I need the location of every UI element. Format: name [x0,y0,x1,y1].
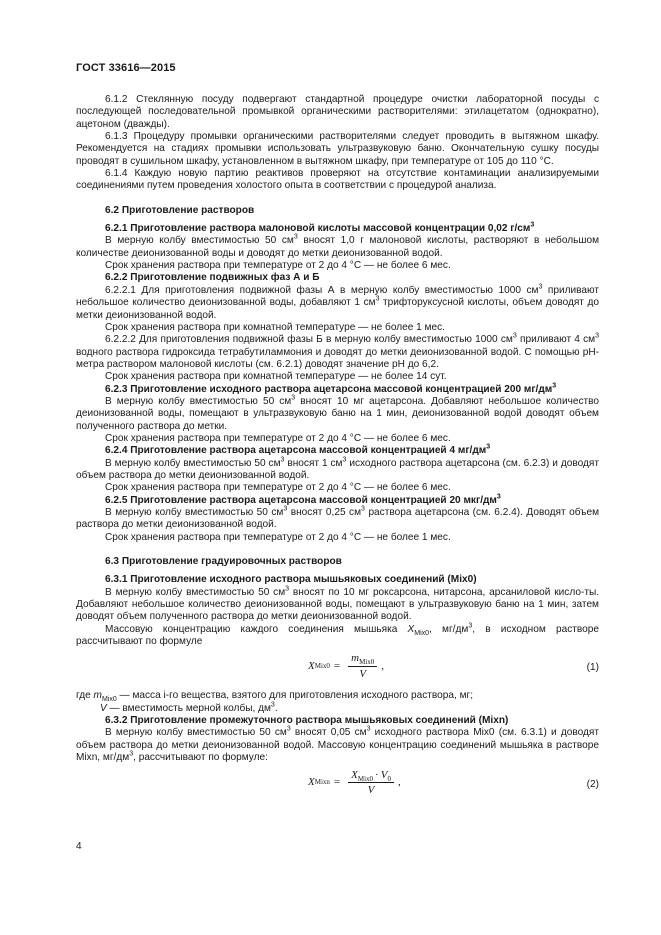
document-header: ГОСТ 33616—2015 [76,62,176,74]
paragraph-6-1-4: 6.1.4 Каждую новую партию реактивов проверяют на отсутствие контаминации анализируемыми соединениями путем проведения холостого опыта в соответствии с процедурой анализа. [76,168,599,192]
heading-6-2-1: 6.2.1 Приготовление раствора малоновой кислоты массовой концентрации 0,02 $г/см^3$ [105,221,535,235]
heading-6-2-4: 6.2.4 Приготовление раствора ацетарсона массовой концентрацией 4 $мг/дм^3$ [105,443,491,457]
formula-1-legend-m: где $m_{Mix0}$ — масса i-го вещества, взятого для приготовления исходного раствора, мг; [76,690,473,704]
heading-6-2-3: 6.2.3 Приготовление исходного раствора ацетарсона массовой концентрацией 200 $мг/дм^3$ [105,382,557,395]
storage-6-2-1: Срок хранения раствора при температуре от 2 до 4 °С — не более 6 мес. [105,260,451,272]
paragraph-6-2-1: В мерную колбу вместимостью 50 $см^3$ вносят 1,0 г малоновой кислоты, растворяют в небольшом количестве деионизованной воды и доводят до метки деионизованной водой. [76,234,600,259]
paragraph-6-3-2: В мерную колбу вместимостью 50 $см^3$ вносят 0,05 $см^3$ исходного раствора Mix0 (см. 6.3.1) и доводят объем раствора до метки деионизованной водой. Массовую концентрацию соединений мышьяка в растворе Mixn, $мг/дм^3$, рассчитывают по формуле: [76,726,599,764]
paragraph-6-2-2-2: 6.2.2.2 Для приготовления подвижной фазы Б в мерную колбу вместимостью 1000 $см^3$ приливают 4 $см^3$ водного раствора гидроксида тетрабутиламмония и доводят до метки деионизованной водой. С помощью рН-метра раствором малоновой кислоты (см. 6.2.1) доводят значение рН до 6,2. [76,332,600,370]
heading-6-2-2: 6.2.2 Приготовление подвижных фаз А и Б [105,272,320,284]
formula-1: X Mix0 = $\frac{m_{Mix0}}{V}$ , (1) [308,652,599,680]
section-heading-6-3: 6.3 Приготовление градуировочных растворов [105,556,342,568]
section-heading-6-2: 6.2 Приготовление растворов [105,204,255,216]
heading-6-3-2: 6.3.2 Приготовление промежуточного раствора мышьяковых соединений (Mixn) [105,715,509,727]
formula-2-number: (2) [586,778,599,790]
document-body [76,94,599,807]
page-number: 4 [76,841,82,852]
paragraph-6-2-5: В мерную колбу вместимостью 50 $см^3$ вносят 0,25 $см^3$ раствора ацетарсона (см. 6.2.4). Доводят объем раствора до метки деионизованной водой. [76,505,600,531]
paragraph-6-1-2: 6.1.2 Стеклянную посуду подвергают стандартной процедуре очистки лабораторной посуды с последующей последовательной промывкой органическими растворителями: этилацетатом (однократно), ацетоном (дважды). [76,94,599,130]
storage-6-2-3: Срок хранения раствора при температуре от 2 до 4 °С — не более 6 мес. [105,432,451,444]
formula-1-legend-v: V — вместимость мерной колбы, $дм^3$. [100,701,278,714]
paragraph-6-2-4: В мерную колбу вместимостью 50 $см^3$ вносят 1 $см^3$ исходного раствора ацетарсона (см. 6.2.3) и доводят объем раствора до метки деионизованной водой. [76,456,599,481]
heading-6-3-1: 6.3.1 Приготовление исходного раствора мышьяковых соединений (Mix0) [105,574,477,586]
paragraph-6-2-2-1: 6.2.2.1 Для приготовления подвижной фазы А в мерную колбу вместимостью 1000 $см^3$ приливают небольшое количество деионизованной воды, добавляют 1 $см^3$ трифторуксусной кислоты, объем доводят до метки деионизованной водой. [76,283,599,321]
storage-6-2-2-1: Срок хранения раствора при комнатной температуре — не более 1 мес. [105,321,445,333]
paragraph-6-2-3: В мерную колбу вместимостью 50 $см^3$ вносят 10 мг ацетарсона. Добавляют небольшое количество деионизованной воды, помещают в ультразвуковую баню на 1 мин, деионизованной водой доводят объем полученного раствора до метки. [76,394,599,432]
formula-2: X Mixn = $\frac{X_{Mix0} \cdot V_0}{V}$ , (2) [308,768,599,796]
paragraph-6-1-3: 6.1.3 Процедуру промывки органическими растворителями следует проводить в вытяжном шкафу. Рекомендуется на стадиях промывки использовать ультразвуковую баню. Окончательную сушку посуды проводят в сушильном шкафу, установленном в вытяжном шкафу, при температуре от 105 до 110 °С. [76,131,599,167]
storage-6-2-5: Срок хранения раствора при температуре от 2 до 4 °С — не более 1 мес. [105,531,451,543]
heading-6-2-5: 6.2.5 Приготовление раствора ацетарсона массовой концентрацией 20 мкг/$дм^3$ [105,493,501,506]
paragraph-6-3-1-formula-intro: Массовую концентрацию каждого соединения мышьяка $X_{Mix0}$, $мг/дм^3$, в исходном растворе рассчитывают по формуле [76,622,599,648]
paragraph-6-3-1: В мерную колбу вместимостью 50 $см^3$ вносят по 10 мг роксарсона, нитарсона, арсаниловой кисло-ты. Добавляют небольшое количество деионизованной воды, помещают в ультразвуковую баню на 1 мин, затем доводят объем полученного раствора до метки деионизованной водой. [76,585,599,623]
formula-1-number: (1) [586,662,599,674]
storage-6-2-4: Срок хранения раствора при температуре от 2 до 4 °С — не более 6 мес. [105,482,451,494]
storage-6-2-2-2: Срок хранения раствора при комнатной температуре — не более 14 сут. [105,371,447,383]
